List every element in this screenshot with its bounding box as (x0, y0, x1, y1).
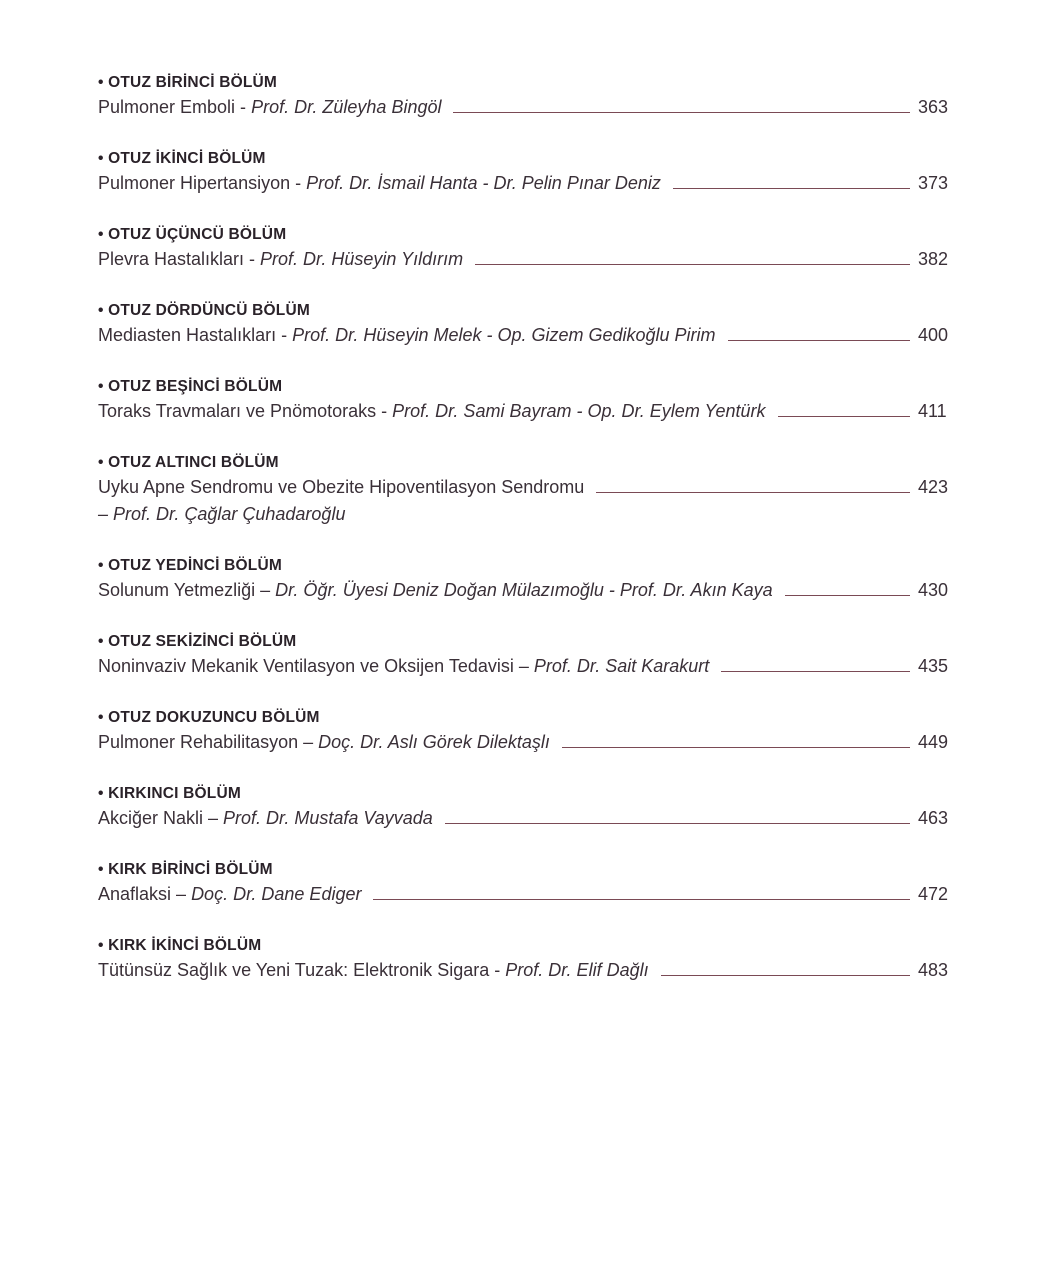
page-number: 449 (918, 732, 949, 752)
page-number: 363 (918, 97, 949, 117)
leader-line (661, 974, 910, 976)
chapter-author: – Prof. Dr. Çağlar Çuhadaroğlu (98, 504, 346, 524)
chapter-title: Solunum Yetmezliği – Dr. Öğr. Üyesi Deniz Doğan Mülazımoğlu - Prof. Dr. Akın Kaya (98, 580, 773, 600)
chapter-heading: • OTUZ DOKUZUNCU BÖLÜM (98, 709, 320, 726)
chapter-author: Prof. Dr. Hüseyin Yıldırım (260, 249, 464, 269)
toc-entry (98, 935, 958, 984)
leader-line (562, 746, 910, 748)
toc-entry (98, 72, 958, 121)
toc-row[interactable] (98, 653, 958, 680)
toc-row[interactable] (98, 729, 958, 756)
toc-entry (98, 224, 958, 273)
page-number: 463 (918, 808, 949, 828)
chapter-heading: • OTUZ SEKİZİNCİ BÖLÜM (98, 633, 297, 650)
leader-line (453, 111, 910, 113)
toc-entry (98, 631, 958, 680)
toc-entry (98, 859, 958, 908)
page-number: 472 (918, 884, 949, 904)
chapter-heading: • KIRK BİRİNCİ BÖLÜM (98, 861, 273, 878)
page-number: 435 (918, 656, 949, 676)
chapter-title: Tütünsüz Sağlık ve Yeni Tuzak: Elektronik Sigara - Prof. Dr. Elif Dağlı (98, 960, 649, 980)
chapter-title: Akciğer Nakli – Prof. Dr. Mustafa Vayvada (98, 808, 433, 828)
chapter-title: Pulmoner Rehabilitasyon – Doç. Dr. Aslı Görek Dilektaşlı (98, 732, 550, 752)
toc-row[interactable] (98, 577, 958, 604)
toc-entry (98, 555, 958, 604)
leader-line (673, 187, 910, 189)
chapter-author: Doç. Dr. Dane Ediger (191, 884, 362, 904)
leader-line (785, 594, 910, 596)
page-number: 373 (918, 173, 949, 193)
leader-line (596, 491, 910, 493)
toc-entry (98, 376, 958, 425)
page-number: 400 (918, 325, 949, 345)
chapter-title: Mediasten Hastalıkları - Prof. Dr. Hüseyin Melek - Op. Gizem Gedikoğlu Pirim (98, 325, 716, 345)
toc-row[interactable] (98, 246, 958, 273)
leader-line (373, 898, 910, 900)
toc-entry (98, 783, 958, 832)
chapter-author: Doç. Dr. Aslı Görek Dilektaşlı (318, 732, 550, 752)
toc-row[interactable] (98, 170, 958, 197)
chapter-heading: • OTUZ DÖRDÜNCÜ BÖLÜM (98, 302, 310, 319)
chapter-title: Uyku Apne Sendromu ve Obezite Hipoventilasyon Sendromu (98, 477, 585, 497)
toc-row[interactable] (98, 94, 958, 121)
chapter-heading: • OTUZ İKİNCİ BÖLÜM (98, 150, 266, 167)
toc-row[interactable] (98, 881, 958, 908)
toc-row[interactable] (98, 957, 958, 984)
chapter-title: Noninvaziv Mekanik Ventilasyon ve Oksijen Tedavisi – Prof. Dr. Sait Karakurt (98, 656, 710, 676)
page-number: 430 (918, 580, 949, 600)
leader-line (721, 670, 910, 672)
chapter-title: Pulmoner Hipertansiyon - Prof. Dr. İsmail Hanta - Dr. Pelin Pınar Deniz (98, 173, 661, 193)
toc-row[interactable] (98, 474, 958, 501)
chapter-title: Pulmoner Emboli - Prof. Dr. Züleyha Bingöl (98, 97, 442, 117)
toc-row[interactable] (98, 322, 958, 349)
chapter-heading: • OTUZ ALTINCI BÖLÜM (98, 454, 279, 471)
toc-entry (98, 300, 958, 349)
chapter-author: Prof. Dr. Sami Bayram - Op. Dr. Eylem Yentürk (392, 401, 766, 421)
page-number: 423 (918, 477, 949, 497)
leader-line (778, 415, 910, 417)
chapter-title: Toraks Travmaları ve Pnömotoraks - Prof. Dr. Sami Bayram - Op. Dr. Eylem Yentürk (98, 401, 766, 421)
toc-entry (98, 707, 958, 756)
chapter-author: Prof. Dr. Sait Karakurt (533, 656, 710, 676)
chapter-heading: • OTUZ BİRİNCİ BÖLÜM (98, 74, 278, 91)
page-number: 411 (918, 401, 947, 421)
chapter-heading: • KIRKINCI BÖLÜM (98, 785, 241, 802)
toc-row[interactable] (98, 805, 958, 832)
chapter-author: Prof. Dr. Hüseyin Melek - Op. Gizem Gedikoğlu Pirim (292, 325, 716, 345)
chapter-author: Prof. Dr. Mustafa Vayvada (223, 808, 433, 828)
chapter-title: Anaflaksi – Doç. Dr. Dane Ediger (98, 884, 362, 904)
page-number: 483 (918, 960, 949, 980)
chapter-heading: • KIRK İKİNCİ BÖLÜM (98, 937, 262, 954)
chapter-author: Prof. Dr. Elif Dağlı (505, 960, 649, 980)
chapter-author: Dr. Öğr. Üyesi Deniz Doğan Mülazımoğlu - Prof. Dr. Akın Kaya (275, 580, 773, 600)
chapter-author: Prof. Dr. İsmail Hanta - Dr. Pelin Pınar Deniz (306, 173, 661, 193)
chapter-heading: • OTUZ ÜÇÜNCÜ BÖLÜM (98, 226, 287, 243)
table-of-contents (98, 72, 958, 1011)
leader-line (728, 339, 910, 341)
chapter-heading: • OTUZ BEŞİNCİ BÖLÜM (98, 378, 283, 395)
chapter-title: Plevra Hastalıkları - Prof. Dr. Hüseyin Yıldırım (98, 249, 464, 269)
leader-line (475, 263, 910, 265)
page-number: 382 (918, 249, 949, 269)
toc-row[interactable] (98, 398, 958, 425)
chapter-heading: • OTUZ YEDİNCİ BÖLÜM (98, 557, 282, 574)
leader-line (445, 822, 910, 824)
toc-entry (98, 452, 958, 528)
toc-entry (98, 148, 958, 197)
chapter-author: Prof. Dr. Züleyha Bingöl (251, 97, 442, 117)
